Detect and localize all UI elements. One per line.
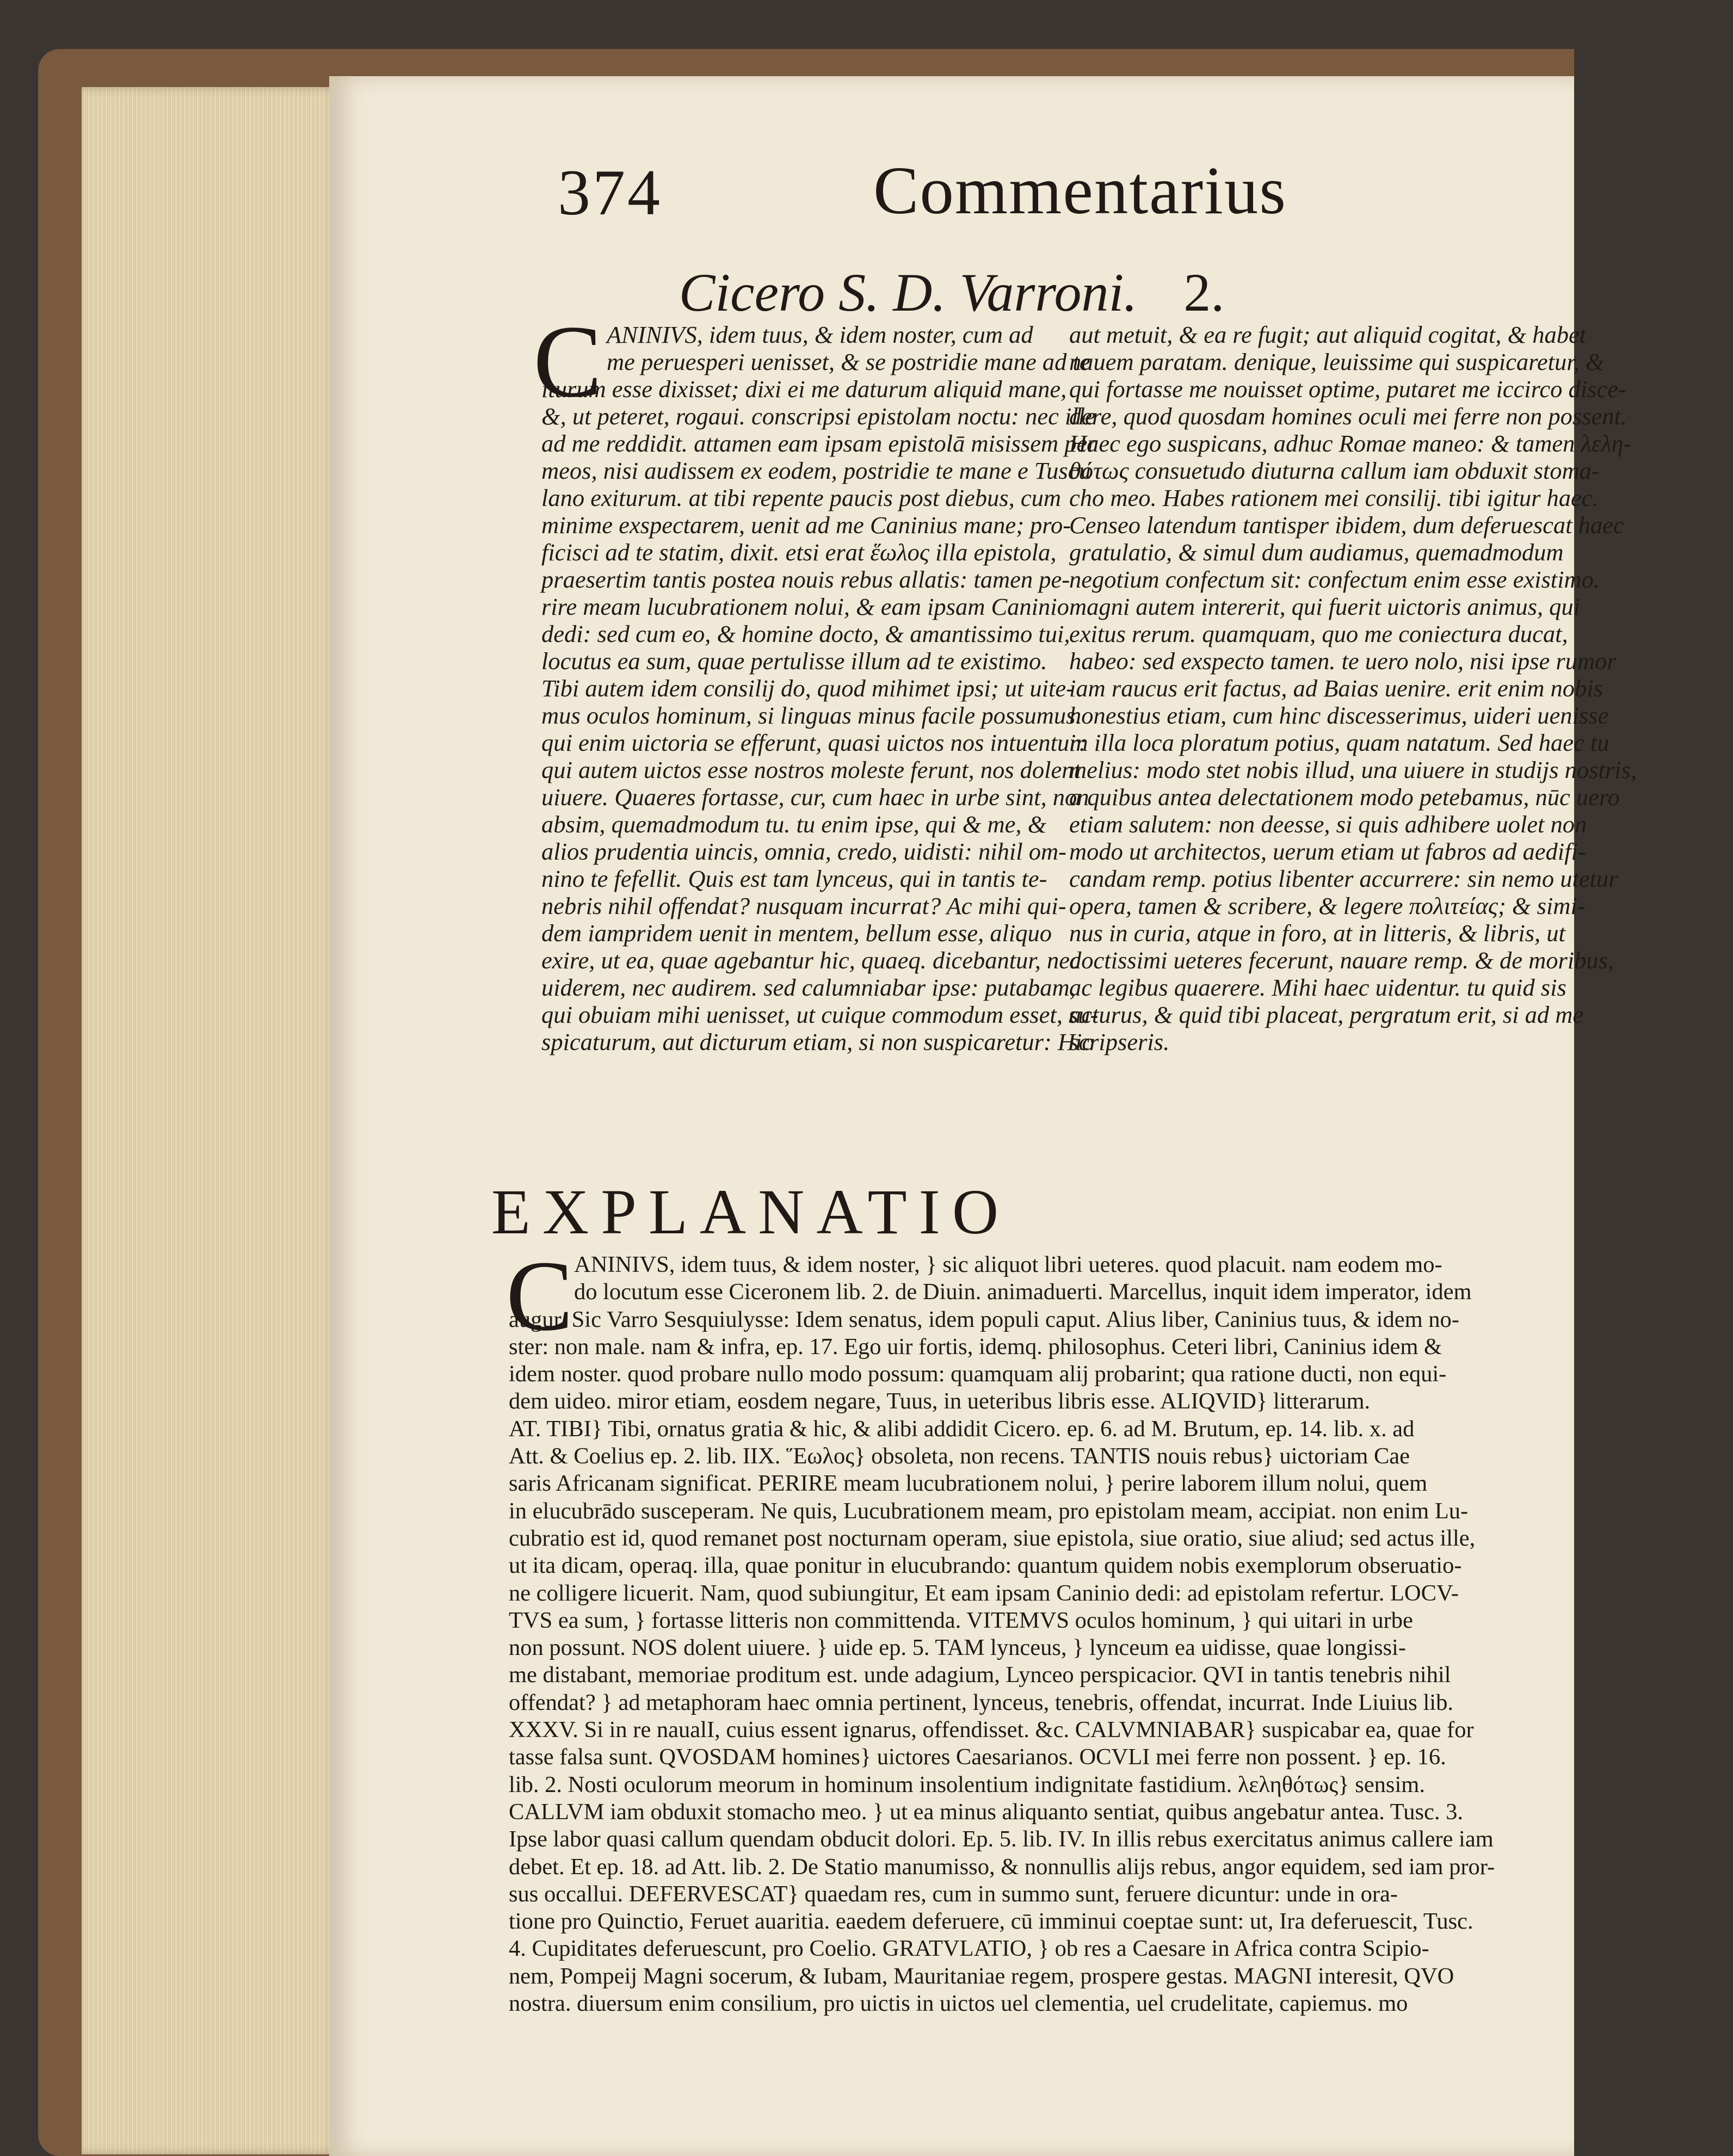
text-line: non possunt. NOS dolent uiuere. } uide ep. 5. TAM lynceus, } lynceum ea uidisse, quae longissi-	[509, 1635, 1407, 1661]
text-line: absim, quemadmodum tu. tu enim ipse, qui & me, &	[541, 811, 1047, 838]
text-line: acturus, & quid tibi placeat, pergratum erit, si ad me	[1069, 1001, 1584, 1028]
text-line: exire, ut ea, quae agebantur hic, quaeq. dicebantur, nec	[541, 947, 1081, 974]
text-line: ANINIVS, idem tuus, & idem noster, } sic aliquot libri ueteres. quod placuit. nam eodem mo-	[574, 1252, 1442, 1277]
text-line: a quibus antea delectationem modo petebamus, nūc uero	[1069, 783, 1620, 811]
text-line: praesertim tantis postea nouis rebus allatis: tamen pe-	[541, 566, 1070, 593]
text-line: Att. & Coelius ep. 2. lib. IIX. Ἕωλος} obsoleta, non recens. TANTIS nouis rebus} uictoriam Cae	[509, 1443, 1410, 1469]
text-line: tione pro Quinctio, Feruet auaritia. eaedem deferuere, cū imminui coeptae sunt: ut, Ira deferuescit, Tusc.	[509, 1908, 1473, 1935]
text-line: melius: modo stet nobis illud, una uiuere in studijs nostris,	[1069, 756, 1637, 783]
text-line: ac legibus quaerere. Mihi haec uidentur. tu quid sis	[1069, 974, 1567, 1001]
text-line: tasse falsa sunt. QVOSDAM homines} uictores Caesarianos. OCVLI mei ferre non possent. } ep. 16.	[509, 1744, 1446, 1770]
text-line: honestius etiam, cum hinc discesserimus, uideri uenisse	[1069, 702, 1609, 729]
text-line: doctissimi ueteres fecerunt, nauare remp. & de moribus,	[1069, 947, 1614, 974]
text-line: 4. Cupiditates deferuescunt, pro Coelio. GRATVLATIO, } ob res a Caesare in Africa contra Scipio-	[509, 1936, 1429, 1962]
text-line: qui autem uictos esse nostros moleste ferunt, nos dolent	[541, 756, 1081, 783]
text-line: in illa loca ploratum potius, quam natatum. Sed haec tu	[1069, 729, 1609, 756]
text-line: Tibi autem idem consilij do, quod mihimet ipsi; ut uite-	[541, 675, 1074, 702]
text-line: nostra. diuersum enim consilium, pro uictis in uictos uel clementia, uel crudelitate, capiemus. mo	[509, 1991, 1408, 2017]
text-line: alios prudentia uincis, omnia, credo, uidisti: nihil om-	[541, 838, 1066, 865]
text-line: &, ut peteret, rogaui. conscripsi epistolam noctu: nec ille	[541, 403, 1096, 430]
explanatio-lines	[509, 1251, 1733, 2017]
text-line: mus oculos hominum, si linguas minus facile possumus.	[541, 702, 1082, 729]
text-line: sus occallui. DEFERVESCAT} quaedam res, cum in summo sunt, feruere dicuntur: unde in ora-	[509, 1881, 1398, 1907]
text-line: nino te fefellit. Quis est tam lynceus, qui in tantis te-	[541, 865, 1047, 892]
letter-number: 2.	[1183, 262, 1225, 323]
text-line: XXXV. Si in re naualI, cuius essent ignarus, offendisset. &c. CALVMNIABAR} suspicabar ea, quae for	[509, 1717, 1474, 1743]
text-line: in elucubrādo susceperam. Ne quis, Lucubrationem meam, pro epistolam meam, accipiat. non enim Lu-	[509, 1498, 1469, 1524]
text-line: ster: non male. nam & infra, ep. 17. Ego uir fortis, idemq. philosophus. Ceteri libri, Caninius idem &	[509, 1333, 1442, 1360]
text-line: locutus ea sum, quae pertulisse illum ad te existimo.	[541, 647, 1047, 675]
letter-right-lines	[1069, 321, 1668, 1055]
text-line: ficisci ad te statim, dixit. etsi erat ἕωλος illa epistola,	[541, 539, 1057, 566]
text-line: rire meam lucubrationem nolui, & eam ipsam Caninio	[541, 593, 1069, 620]
text-line: cho meo. Habes rationem mei consilij. tibi igitur haec.	[1069, 484, 1599, 511]
text-line: AT. TIBI} Tibi, ornatus gratia & hic, & alibi addidit Cicero. ep. 6. ad M. Brutum, ep. 14. lib. x. ad	[509, 1416, 1415, 1442]
text-line: iturum esse dixisset; dixi ei me daturum aliquid mane,	[541, 375, 1067, 403]
text-line: offendat? } ad metaphoram haec omnia pertinent, lynceus, tenebris, offendat, incurrat. Inde Liuius lib.	[509, 1689, 1453, 1715]
text-line: aut metuit, & ea re fugit; aut aliquid cogitat, & habet	[1069, 321, 1587, 348]
text-line: ut ita dicam, operaq. illa, quae ponitur in elucubrando: quantum quidem nobis exemplorum obseruatio-	[509, 1553, 1462, 1579]
text-line: spicaturum, aut dicturum etiam, si non suspicaretur: Hic	[541, 1028, 1093, 1055]
text-line: do locutum esse Ciceronem lib. 2. de Diuin. animaduerti. Marcellus, inquit idem imperator, idem	[574, 1279, 1472, 1305]
text-line: lano exiturum. at tibi repente paucis post diebus, cum	[541, 484, 1061, 511]
text-line: θότως consuetudo diuturna callum iam obduxit stoma-	[1069, 457, 1600, 484]
text-line: dem iampridem uenit in mentem, bellum esse, aliquo	[541, 919, 1052, 947]
text-line: modo ut architectos, uerum etiam ut fabros ad aedifi-	[1069, 838, 1586, 865]
text-line: meos, nisi audissem ex eodem, postridie te mane e Tuscu	[541, 457, 1091, 484]
text-line: scripseris.	[1069, 1028, 1170, 1055]
text-line: me distabant, memoriae proditum est. unde adagium, Lynceo perspicacior. QVI in tantis tenebris nihil	[509, 1662, 1451, 1688]
letter-right-column	[1069, 321, 1668, 1055]
text-line: habeo: sed exspecto tamen. te uero nolo, nisi ipse rumor	[1069, 647, 1617, 675]
text-line: nebris nihil offendat? nusquam incurrat? Ac mihi qui-	[541, 892, 1066, 919]
text-line: lib. 2. Nosti oculorum meorum in hominum insolentium indignitate fastidium. λεληθότως} sensim.	[509, 1771, 1425, 1797]
text-line: dedi: sed cum eo, & homine docto, & amantissimo tui,	[541, 620, 1070, 647]
text-line: Censeo latendum tantisper ibidem, dum deferuescat haec	[1069, 511, 1624, 539]
text-line: uiuere. Quaeres fortasse, cur, cum haec in urbe sint, non	[541, 783, 1089, 811]
text-line: dem uideo. miror etiam, eosdem negare, Tuus, in ueteribus libris esse. ALIQVID} litterarum.	[509, 1388, 1371, 1414]
page-number: 374	[558, 156, 662, 228]
text-line: etiam salutem: non deesse, si quis adhibere uolet non	[1069, 811, 1587, 838]
text-line: cubratio est id, quod remanet post nocturnam operam, siue epistola, siue oratio, siue aliud; sed actus ille,	[509, 1525, 1476, 1551]
text-line: qui fortasse me nouisset optime, putaret me iccirco disce-	[1069, 375, 1626, 403]
letter-title-text: Cicero S. D. Varroni.	[679, 262, 1138, 323]
text-line: idem noster. quod probare nullo modo possum: quamquam alij probarint; qua ratione ducti, non equi-	[509, 1361, 1447, 1387]
text-line: debet. Et ep. 18. ad Att. lib. 2. De Statio manumisso, & nonnullis alijs rebus, angor equidem, sed iam pror-	[509, 1854, 1495, 1880]
letter-title	[329, 261, 1574, 324]
text-line: negotium confectum sit: confectum enim esse existimo.	[1069, 566, 1600, 593]
text-line: Ipse labor quasi callum quendam obducit dolori. Ep. 5. lib. IV. In illis rebus exercitatus animus callere iam	[509, 1826, 1494, 1852]
text-line: nem, Pompeij Magni socerum, & Iubam, Mauritaniae regem, prospere gestas. MAGNI interesit, QVO	[509, 1963, 1454, 1989]
text-line: CALLVM iam obduxit stomacho meo. } ut ea minus aliquanto sentiat, quibus angebatur antea. Tusc. 3.	[509, 1799, 1464, 1825]
text-line: ANINIVS, idem tuus, & idem noster, cum ad	[607, 321, 1033, 348]
text-line: minime exspectarem, uenit ad me Caninius mane; pro-	[541, 511, 1071, 539]
text-line: saris Africanam significat. PERIRE meam lucubrationem nolui, } perire laborem illum nolui, quem	[509, 1471, 1428, 1497]
running-head: Commentarius	[873, 153, 1287, 228]
text-line: Haec ego suspicans, adhuc Romae maneo: & tamen λελη-	[1069, 430, 1632, 457]
text-line: nus in curia, atque in foro, at in litteris, & libris, ut	[1069, 919, 1565, 947]
text-line: opera, tamen & scribere, & legere πολιτείας; & simi-	[1069, 892, 1586, 919]
text-line: gratulatio, & simul dum audiamus, quemadmodum	[1069, 539, 1564, 566]
text-line: uiderem, nec audirem. sed calumniabar ipse: putabam,	[541, 974, 1076, 1001]
page-edges	[82, 87, 337, 2154]
text-line: qui obuiam mihi uenisset, ut cuique commodum esset, su-	[541, 1001, 1099, 1028]
text-line: TVS ea sum, } fortasse litteris non committenda. VITEMVS oculos hominum, } qui uitari in urbe	[509, 1607, 1413, 1633]
text-line: me peruesperi uenisset, & se postridie mane ad te	[607, 348, 1090, 375]
text-line: augur. Sic Varro Sesquiulysse: Idem senatus, idem populi caput. Alius liber, Caninius tuus, & idem no-	[509, 1306, 1459, 1332]
text-line: dere, quod quosdam homines oculi mei ferre non possent.	[1069, 403, 1627, 430]
explanatio-body	[506, 1240, 1733, 2017]
text-line: candam remp. potius libenter accurrere: sin nemo utetur	[1069, 865, 1618, 892]
text-line: nauem paratam. denique, leuissime qui suspicaretur, &	[1069, 348, 1605, 375]
book-page	[329, 76, 1637, 2156]
text-line: iam raucus erit factus, ad Baias uenire. erit enim nobis	[1069, 675, 1603, 702]
text-line: magni autem intererit, qui fuerit uictoris animus, qui	[1069, 593, 1580, 620]
explanatio-dropcap: C	[506, 1240, 573, 1352]
text-line: ad me reddidit. attamen eam ipsam epistolā misissem per	[541, 430, 1097, 457]
text-line: qui enim uictoria se efferunt, quasi uictos nos intuentur:	[541, 729, 1087, 756]
text-line: ne colligere licuerit. Nam, quod subiungitur, Et eam ipsam Caninio dedi: ad epistolam refertur. LOCV-	[509, 1580, 1459, 1606]
text-line: exitus rerum. quamquam, quo me coniectura ducat,	[1069, 620, 1568, 647]
letter-dropcap: C	[533, 305, 602, 419]
explanatio-heading: EXPLANATIO	[491, 1176, 1011, 1247]
